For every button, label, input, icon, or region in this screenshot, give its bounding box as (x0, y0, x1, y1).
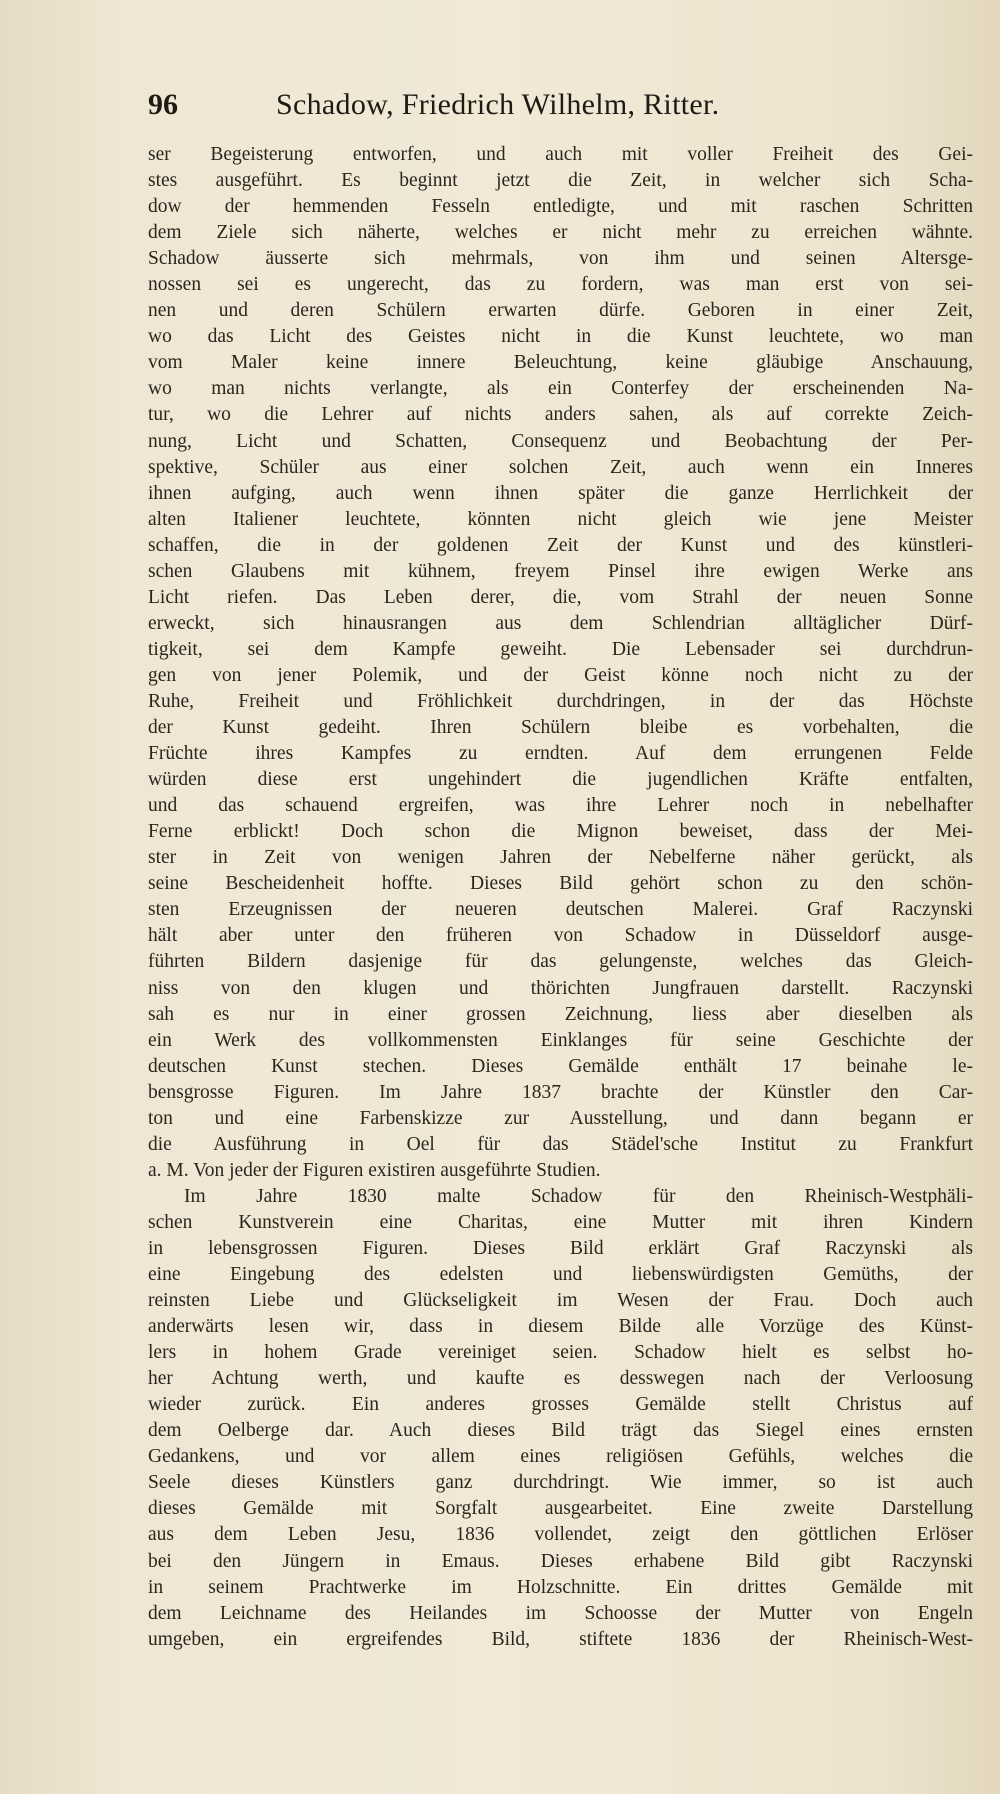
body-text (148, 142, 973, 1653)
text-line: dieses Gemälde mit Sorgfalt ausgearbeitet. Eine zweite Darstellung (148, 1498, 973, 1520)
text-line: schaffen, die in der goldenen Zeit der Kunst und des künstleri- (148, 534, 973, 556)
text-line: sten Erzeugnissen der neueren deutschen Malerei. Graf Raczynski (148, 899, 973, 921)
text-line: nung, Licht und Schatten, Consequenz und Beobachtung der Per- (148, 430, 973, 452)
text-line: sah es nur in einer grossen Zeichnung, liess aber dieselben als (148, 1003, 973, 1025)
text-line: würden diese erst ungehindert die jugendlichen Kräfte entfalten, (148, 769, 973, 791)
text-line: eine Eingebung des edelsten und liebenswürdigsten Gemüths, der (148, 1264, 973, 1286)
text-line: spektive, Schüler aus einer solchen Zeit, auch wenn ein Inneres (148, 456, 973, 478)
text-line: dow der hemmenden Fesseln entledigte, und mit raschen Schritten (148, 196, 973, 218)
text-line: wo man nichts verlangte, als ein Conterfey der erscheinenden Na- (148, 378, 973, 400)
text-line: aus dem Leben Jesu, 1836 vollendet, zeigt den göttlichen Erlöser (148, 1524, 973, 1546)
text-line: tigkeit, sei dem Kampfe geweiht. Die Lebensader sei durchdrun- (148, 638, 973, 660)
text-line: umgeben, ein ergreifendes Bild, stiftete 1836 der Rheinisch-West- (148, 1628, 973, 1650)
text-line: ihnen aufging, auch wenn ihnen später die ganze Herrlichkeit der (148, 482, 973, 504)
text-line: Licht riefen. Das Leben derer, die, vom Strahl der neuen Sonne (148, 586, 973, 608)
text-line: Ferne erblickt! Doch schon die Mignon beweiset, dass der Mei- (148, 821, 973, 843)
text-line: dem Ziele sich näherte, welches er nicht mehr zu erreichen wähnte. (148, 222, 973, 244)
text-line: stes ausgeführt. Es beginnt jetzt die Zeit, in welcher sich Scha- (148, 170, 973, 192)
text-line: die Ausführung in Oel für das Städel'sche Institut zu Frankfurt (148, 1133, 973, 1155)
text-line: ein Werk des vollkommensten Einklanges für seine Geschichte der (148, 1029, 973, 1051)
text-line: und das schauend ergreifen, was ihre Lehrer noch in nebelhafter (148, 795, 973, 817)
text-line: nossen sei es ungerecht, das zu fordern, was man erst von sei- (148, 274, 973, 296)
text-line: Schadow äusserte sich mehrmals, von ihm und seinen Altersge- (148, 248, 973, 270)
text-line: Ruhe, Freiheit und Fröhlichkeit durchdringen, in der das Höchste (148, 690, 973, 712)
text-line: Gedankens, und vor allem eines religiösen Gefühls, welches die (148, 1446, 973, 1468)
text-line: schen Kunstverein eine Charitas, eine Mutter mit ihren Kindern (148, 1211, 973, 1233)
text-line: dem Leichname des Heilandes im Schoosse der Mutter von Engeln (148, 1602, 973, 1624)
text-line: bei den Jüngern in Emaus. Dieses erhabene Bild gibt Raczynski (148, 1550, 973, 1572)
text-line: hält aber unter den früheren von Schadow in Düsseldorf ausge- (148, 925, 973, 947)
text-line: seine Bescheidenheit hoffte. Dieses Bild gehört schon zu den schön- (148, 873, 973, 895)
text-line: erweckt, sich hinausrangen aus dem Schlendrian alltäglicher Dürf- (148, 612, 973, 634)
text-line: Im Jahre 1830 malte Schadow für den Rheinisch-Westphäli- (184, 1185, 973, 1207)
text-line: tur, wo die Lehrer auf nichts anders sahen, als auf correkte Zeich- (148, 404, 973, 426)
text-line: a. M. Von jeder der Figuren existiren ausgeführte Studien. (148, 1159, 601, 1181)
page-header (148, 88, 788, 128)
text-line: reinsten Liebe und Glückseligkeit im Wesen der Frau. Doch auch (148, 1290, 973, 1312)
text-line: gen von jener Polemik, und der Geist könne noch nicht zu der (148, 664, 973, 686)
text-line: niss von den klugen und thörichten Jungfrauen darstellt. Raczynski (148, 977, 973, 999)
text-line: in lebensgrossen Figuren. Dieses Bild erklärt Graf Raczynski als (148, 1237, 973, 1259)
text-line: Früchte ihres Kampfes zu erndten. Auf dem errungenen Felde (148, 743, 973, 765)
text-line: ser Begeisterung entworfen, und auch mit voller Freiheit des Gei- (148, 144, 973, 165)
text-line: deutschen Kunst stechen. Dieses Gemälde enthält 17 beinahe le- (148, 1055, 973, 1077)
text-line: führten Bildern dasjenige für das gelungenste, welches das Gleich- (148, 951, 973, 973)
text-line: lers in hohem Grade vereiniget seien. Schadow hielt es selbst ho- (148, 1342, 973, 1364)
text-line: bensgrosse Figuren. Im Jahre 1837 brachte der Künstler den Car- (148, 1081, 973, 1103)
page-number: 96 (148, 88, 178, 121)
text-line: anderwärts lesen wir, dass in diesem Bilde alle Vorzüge des Künst- (148, 1316, 973, 1338)
text-line: her Achtung werth, und kaufte es desswegen nach der Verloosung (148, 1368, 973, 1390)
text-line: ton und eine Farbenskizze zur Ausstellung, und dann begann er (148, 1107, 973, 1129)
text-line: vom Maler keine innere Beleuchtung, keine gläubige Anschauung, (148, 352, 973, 374)
text-line: nen und deren Schülern erwarten dürfe. Geboren in einer Zeit, (148, 300, 973, 322)
text-line: wo das Licht des Geistes nicht in die Kunst leuchtete, wo man (148, 326, 973, 348)
running-title: Schadow, Friedrich Wilhelm, Ritter. (276, 88, 720, 121)
text-line: in seinem Prachtwerke im Holzschnitte. Ein drittes Gemälde mit (148, 1576, 973, 1598)
text-line: der Kunst gedeiht. Ihren Schülern bleibe es vorbehalten, die (148, 717, 973, 739)
text-line: schen Glaubens mit kühnem, freyem Pinsel ihre ewigen Werke ans (148, 560, 973, 582)
text-line: ster in Zeit von wenigen Jahren der Nebelferne näher gerückt, als (148, 847, 973, 869)
text-line: wieder zurück. Ein anderes grosses Gemälde stellt Christus auf (148, 1394, 973, 1416)
text-line: Seele dieses Künstlers ganz durchdringt. Wie immer, so ist auch (148, 1472, 973, 1494)
text-line: dem Oelberge dar. Auch dieses Bild trägt das Siegel eines ernsten (148, 1420, 973, 1442)
text-line: alten Italiener leuchtete, könnten nicht gleich wie jene Meister (148, 508, 973, 530)
